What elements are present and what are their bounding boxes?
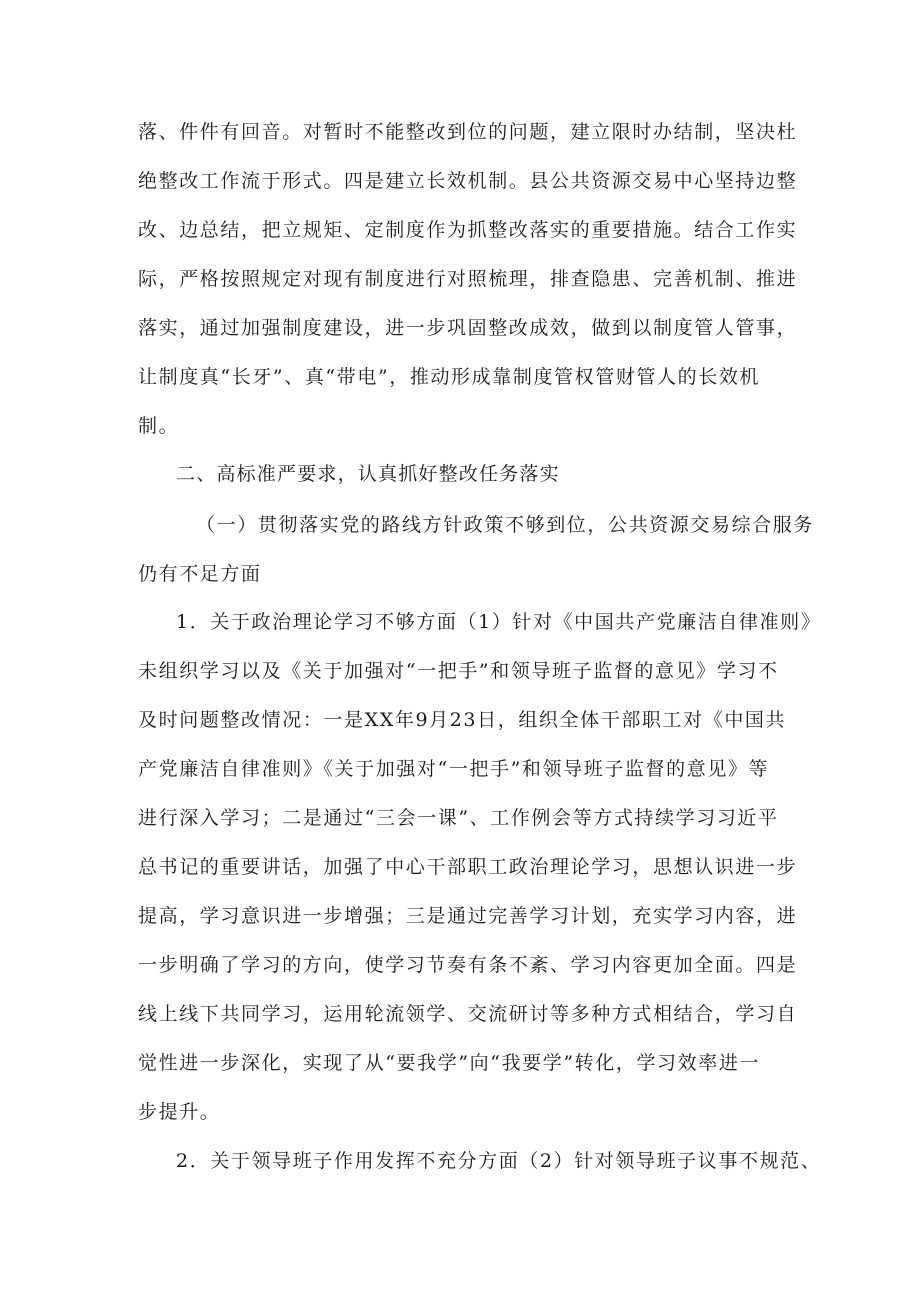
section-heading: 二、高标准严要求，认真抓好整改任务落实 [176,463,560,485]
paragraph-line: 觉性进一步深化，实现了从“要我学”向“我要学”转化，学习效率进一 [138,1052,761,1074]
paragraph-line: 制。 [138,415,180,437]
paragraph-line: 际，严格按照规定对现有制度进行对照梳理，排查隐患、完善机制、推进 [138,268,798,290]
paragraph-line: 1．关于政治理论学习不够方面（1）针对《中国共产党廉洁自律准则》 [176,611,822,633]
paragraph-line: 落、件件有回音。对暂时不能整改到位的问题，建立限时办结制，坚决杜 [138,121,798,143]
subsection-heading-line: 仍有不足方面 [138,563,262,585]
paragraph-line: 及时问题整改情况：一是XX年9月23日，组织全体干部职工对《中国共 [138,709,787,731]
paragraph-line: 改、边总结，把立规矩、定制度作为抓整改落实的重要措施。结合工作实 [138,219,798,241]
paragraph-line: 未组织学习以及《关于加强对“一把手”和领导班子监督的意见》学习不 [138,660,779,682]
paragraph-line: 总书记的重要讲话，加强了中心干部职工政治理论学习，思想认识进一步 [138,856,798,878]
paragraph-line: 提高，学习意识进一步增强；三是通过完善学习计划，充实学习内容，进 [138,905,798,927]
paragraph-line: 进行深入学习；二是通过“三会一课”、工作例会等方式持续学习习近平 [138,807,779,829]
paragraph-line: 步提升。 [138,1101,221,1123]
paragraph-line: 产党廉洁自律准则》《关于加强对“一把手”和领导班子监督的意见》等 [138,758,770,780]
paragraph-line: 落实，通过加强制度建设，进一步巩固整改成效，做到以制度管人管事， [138,317,798,339]
paragraph-line: 绝整改工作流于形式。四是建立长效机制。县公共资源交易中心坚持边整 [138,170,798,192]
paragraph-line: 让制度真“长牙”、真“带电”，推动形成靠制度管权管财管人的长效机 [138,366,761,388]
paragraph-line: 2．关于领导班子作用发挥不充分方面（2）针对领导班子议事不规范、 [176,1150,822,1172]
paragraph-line: 线上线下共同学习，运用轮流领学、交流研讨等多种方式相结合，学习自 [138,1003,798,1025]
subsection-heading-line: （一）贯彻落实党的路线方针政策不够到位，公共资源交易综合服务 [196,514,815,536]
paragraph-line: 一步明确了学习的方向，使学习节奏有条不紊、学习内容更加全面。四是 [138,954,798,976]
